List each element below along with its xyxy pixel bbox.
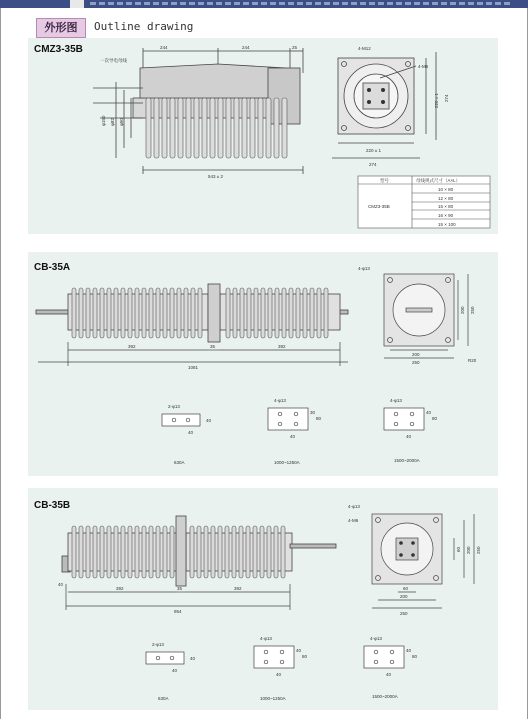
section-title-cn: 外形图	[36, 18, 86, 38]
terminal-caption: 630A	[174, 460, 185, 465]
terminal-dim: 30	[310, 410, 316, 415]
table-row: 12 × 80	[438, 196, 454, 201]
terminal-dim: 80	[412, 654, 418, 659]
dim-25: 25	[292, 45, 298, 50]
terminal-dim: 80	[302, 654, 308, 659]
dim-left: 392	[128, 344, 136, 349]
terminal-dim: 40	[190, 656, 196, 661]
flange-holes: 4-φ13	[358, 266, 370, 271]
terminal-caption: 1500~2000A	[372, 694, 398, 699]
flange-w200: 200	[412, 352, 420, 357]
cb-35b-drawing	[28, 488, 498, 710]
banner-strip	[90, 2, 510, 5]
flange-h220: 220 ± 1	[434, 93, 439, 108]
flange-h274: 274	[444, 94, 449, 102]
terminal-dim: 40	[426, 410, 432, 415]
dim-phi50: φ50	[119, 118, 124, 126]
dim-244b: 244	[242, 45, 250, 50]
cmz3-35b-title: CMZ3-35B	[34, 44, 83, 55]
dim-244a: 244	[160, 45, 168, 50]
table-row: 15 × 100	[438, 222, 456, 227]
dim-mid: 35	[210, 344, 216, 349]
terminal-caption: 1000~1250A	[260, 696, 286, 701]
flange-h200: 200	[466, 546, 471, 554]
flange-w274: 274	[369, 162, 377, 167]
terminal-caption: 1000~1250A	[274, 460, 300, 465]
terminal-dim: 40	[386, 672, 392, 677]
terminal-holes: 4-φ13	[390, 398, 402, 403]
cb-35a-panel	[28, 252, 498, 476]
terminal-dim: 40	[406, 648, 412, 653]
flange-radius: R20	[468, 358, 477, 363]
dim-mid: 35	[177, 586, 183, 591]
flange-holes: 4-φ13	[348, 504, 360, 509]
dim-right: 392	[278, 344, 286, 349]
terminal-holes: 2-φ13	[168, 404, 180, 409]
flange-thread: 4-M6	[348, 518, 359, 523]
flange-w250: 250	[400, 611, 408, 616]
table-header-model: 型号	[380, 178, 389, 183]
terminal-dim: 40	[290, 434, 296, 439]
dim-total: 1081	[188, 365, 199, 370]
table-model: CMZ3-35B	[368, 204, 390, 209]
terminal-dim: 80	[432, 416, 438, 421]
terminal-dim: 40	[206, 418, 212, 423]
table-row: 10 × 80	[438, 187, 454, 192]
terminal-holes: 4-φ13	[370, 636, 382, 641]
cb-35a-title: CB-35A	[34, 262, 71, 273]
flange-h250: 250	[470, 306, 475, 314]
cb-35b-title: CB-35B	[34, 500, 71, 511]
wire-label: 一次导电母线	[100, 58, 127, 63]
flange-w200: 200	[400, 594, 408, 599]
flange-h250: 250	[476, 546, 481, 554]
table-header-size: 母线规式尺寸（A×L）	[416, 178, 461, 183]
cb-35a-drawing	[28, 252, 498, 476]
dim-total: 543 ± 2	[208, 174, 223, 179]
terminal-dim: 40	[406, 434, 412, 439]
dim-h: 40	[58, 582, 64, 587]
table-row: 15 × 80	[438, 204, 454, 209]
top-banner	[0, 0, 528, 8]
terminal-dim: 80	[316, 416, 322, 421]
flange-thread: 4-M6	[418, 64, 429, 69]
flange-h60: 60	[456, 546, 461, 552]
terminal-holes: 4-φ13	[274, 398, 286, 403]
company-logo	[70, 0, 84, 8]
dim-right: 392	[234, 586, 242, 591]
terminal-dim: 40	[296, 648, 302, 653]
dim-total: 954	[174, 609, 182, 614]
flange-w60: 60	[403, 586, 409, 591]
terminal-caption: 1500~2000A	[394, 458, 420, 463]
terminal-caption: 630A	[158, 696, 169, 701]
terminal-holes: 4-φ13	[260, 636, 272, 641]
terminal-holes: 2-φ13	[152, 642, 164, 647]
dim-phi150: φ150	[101, 115, 106, 126]
cb-35b-panel	[28, 488, 498, 710]
terminal-dim: 40	[172, 668, 178, 673]
flange-w220: 220 ± 1	[366, 148, 381, 153]
flange-w250: 250	[412, 360, 420, 365]
cmz3-35b-drawing	[28, 38, 498, 234]
section-title-en: Outline drawing	[94, 20, 194, 33]
dim-left: 392	[116, 586, 124, 591]
terminal-dim: 40	[188, 430, 194, 435]
flange-h200: 200	[460, 306, 465, 314]
flange-holes: 4-M12	[358, 46, 371, 51]
table-row: 16 × 90	[438, 213, 454, 218]
terminal-dim: 40	[276, 672, 282, 677]
dim-phi82: φ82	[110, 118, 115, 126]
cmz3-35b-panel	[28, 38, 498, 234]
